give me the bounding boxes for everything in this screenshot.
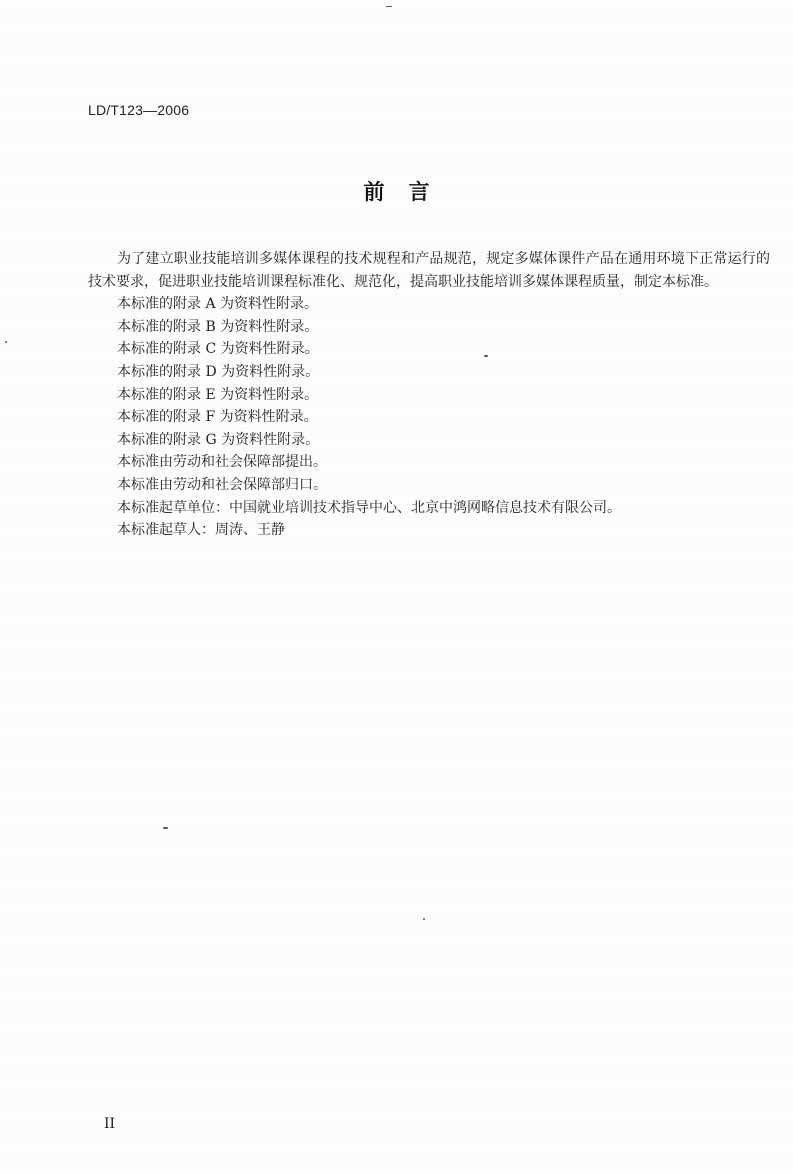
scan-speck: [5, 341, 7, 343]
foreword-body: [88, 248, 770, 542]
administrator-line: 本标准由劳动和社会保障部归口。: [117, 476, 327, 493]
appendix-e-line: 本标准的附录 E 为资料性附录。: [117, 386, 319, 403]
appendix-a-line: 本标准的附录 A 为资料性附录。: [117, 296, 319, 313]
scan-speck: [386, 6, 392, 7]
standard-code: LD/T123—2006: [88, 102, 190, 118]
drafters-line: 本标准起草人：周涛、王静: [117, 522, 285, 539]
intro-paragraph: 为了建立职业技能培训多媒体课程的技术规程和产品规范，规定多媒体课件产品在通用环境下正常运行的技术要求，促进职业技能培训课程标准化、规范化，提高职业技能培训多媒体课程质量，制定本标准。: [88, 251, 770, 290]
appendix-c-line: 本标准的附录 C 为资料性附录。: [117, 341, 319, 358]
scan-speck: [484, 355, 488, 357]
appendix-g-line: 本标准的附录 G 为资料性附录。: [117, 431, 320, 448]
page-number: II: [104, 1116, 116, 1132]
appendix-b-line: 本标准的附录 B 为资料性附录。: [117, 318, 319, 335]
scan-speck: [163, 827, 168, 829]
appendix-d-line: 本标准的附录 D 为资料性附录。: [117, 363, 320, 380]
appendix-f-line: 本标准的附录 F 为资料性附录。: [117, 409, 318, 426]
proposer-line: 本标准由劳动和社会保障部提出。: [117, 454, 327, 471]
scan-speck: [423, 918, 425, 920]
drafting-units-line: 本标准起草单位：中国就业培训技术指导中心、北京中鸿网略信息技术有限公司。: [117, 499, 621, 516]
page-title: 前言: [363, 180, 454, 204]
